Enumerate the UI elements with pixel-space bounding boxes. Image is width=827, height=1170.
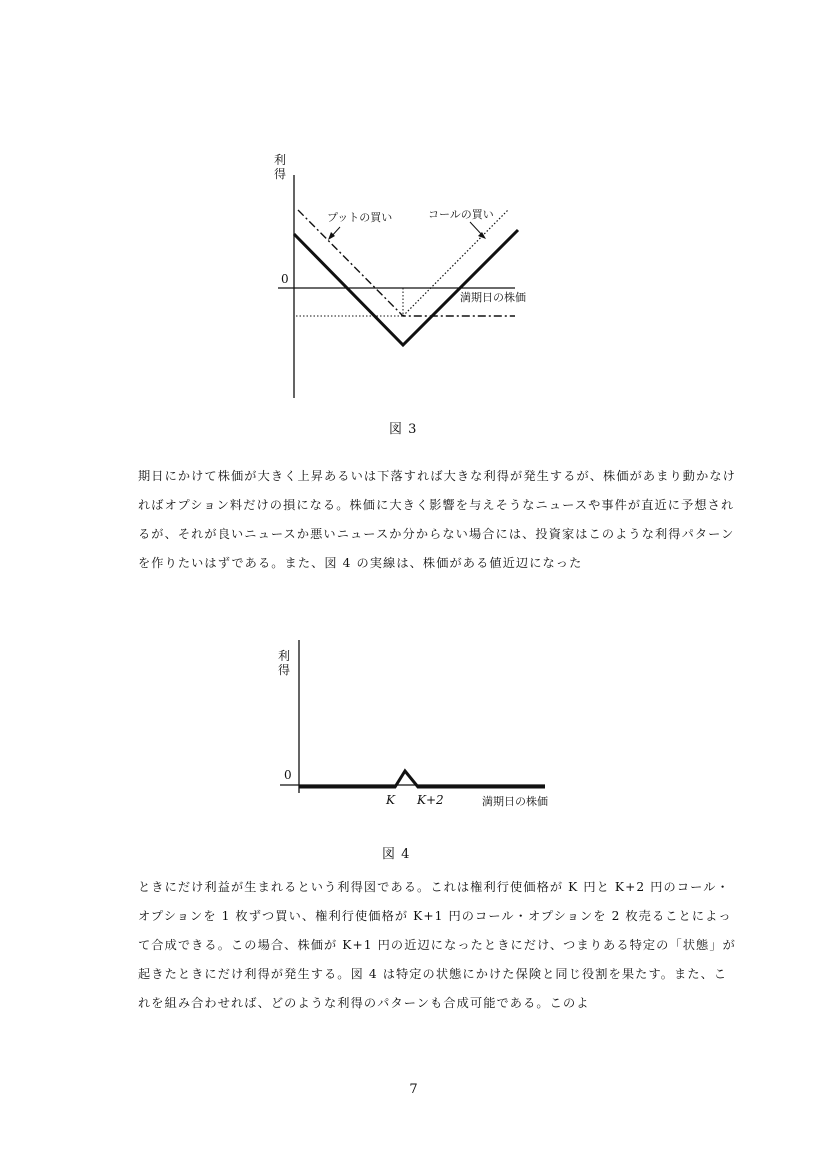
- figure-4-caption: 図 4: [382, 847, 411, 862]
- fig4-y-label-2: 得: [278, 663, 291, 677]
- fig4-zero-label: 0: [284, 768, 292, 782]
- fig3-zero-label: 0: [281, 272, 289, 286]
- page-number: 7: [409, 1082, 418, 1097]
- figure-3-caption: 図 3: [389, 422, 418, 437]
- fig3-y-label-1: 利: [274, 153, 287, 167]
- fig4-x-axis-label: 満期日の株価: [482, 795, 548, 808]
- fig4-k-label: K: [386, 793, 395, 807]
- fig3-x-axis-label: 満期日の株価: [460, 291, 526, 304]
- fig3-put-label: プットの買い: [327, 211, 393, 224]
- fig4-y-label-1: 利: [278, 649, 291, 663]
- fig4-k2-label: K+2: [417, 793, 444, 807]
- fig3-call-label: コールの買い: [428, 208, 494, 221]
- fig3-y-label-2: 得: [274, 167, 287, 181]
- body-paragraph-1: 期日にかけて株価が大きく上昇あるいは下落すれば大きな利得が発生するが、株価があまり動かなければオプション料だけの損になる。株価に大きく影響を与えそうなニュースや事件が直近に予想されるが、それが良いニュースか悪いニュースか分からない場合には、投資家はこのような利得パターンを作りたいはずである。また、図 4 の実線は、株価がある値近辺になった: [138, 469, 736, 570]
- body-paragraph-2: ときにだけ利益が生まれるという利得図である。これは権利行使価格が K 円と K+2 円のコール・オプションを 1 枚ずつ買い、権利行使価格が K+1 円のコール・オプションを 2 枚売ることによって合成できる。この場合、株価が K+1 円の近辺になったときにだけ、つまりある特定の「状態」が起きたときにだけ利得が発生する。図 4 は特定の状態にかけた保険と同じ役割を果たす。また、これを組み合わせれば、どのような利得のパターンも合成可能である。このよ: [138, 880, 736, 1010]
